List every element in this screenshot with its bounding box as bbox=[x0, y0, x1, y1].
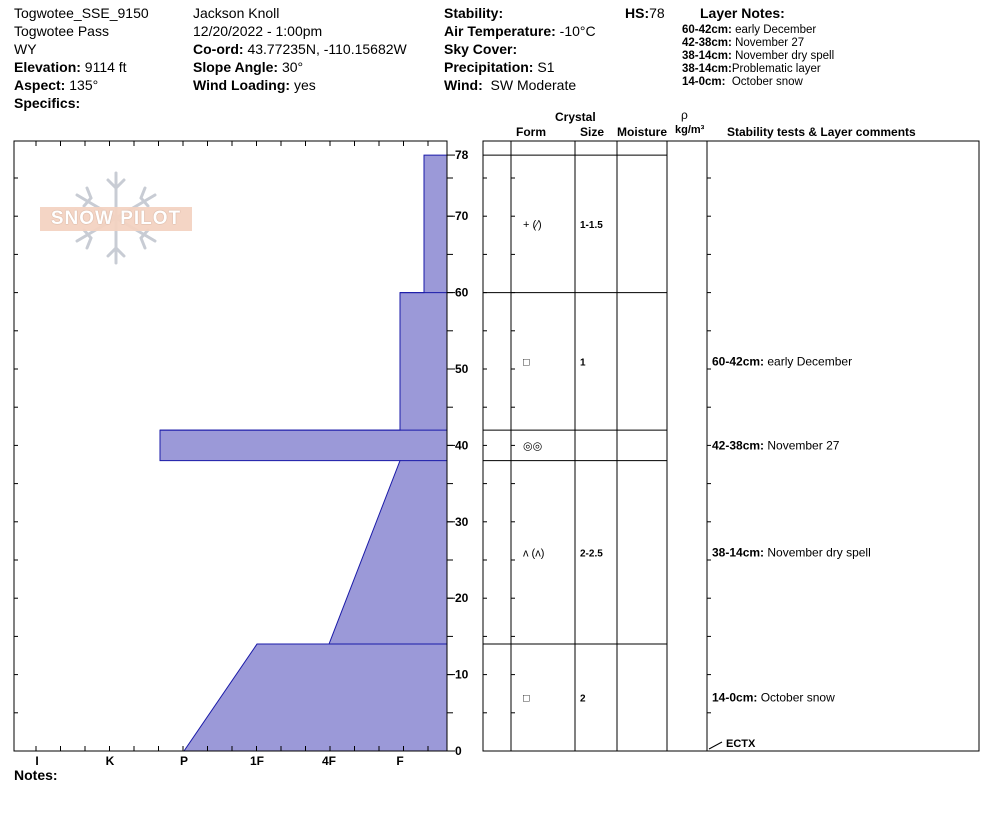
crystal-size: 2-2.5 bbox=[580, 548, 603, 560]
specifics: Specifics: bbox=[14, 95, 81, 111]
wind: Wind: SW Moderate bbox=[444, 77, 577, 93]
snowpilot-logo: SNOW PILOT bbox=[40, 207, 192, 231]
layer-note: 38-14cm: November dry spell bbox=[682, 50, 835, 62]
wind-loading: Wind Loading: yes bbox=[193, 77, 316, 93]
date-time: 12/20/2022 - 1:00pm bbox=[193, 23, 323, 39]
coordinates: Co-ord: 43.77235N, -110.15682W bbox=[193, 41, 407, 57]
notes: Notes: bbox=[14, 767, 58, 783]
crystal-form-symbol: □ bbox=[523, 356, 530, 369]
x-tick-label: K bbox=[105, 754, 115, 768]
y-tick-label: 0 bbox=[455, 744, 462, 758]
crystal-form-symbol: ʌ (ʌ) bbox=[523, 547, 545, 560]
y-tick-label: 70 bbox=[455, 209, 469, 224]
stability: Stability: bbox=[444, 5, 504, 21]
y-tick-label: 30 bbox=[455, 514, 469, 529]
x-tick-label: I bbox=[35, 754, 39, 768]
density-unit: kg/m³ bbox=[675, 124, 705, 136]
x-tick-label: P bbox=[179, 754, 189, 768]
density-symbol: ρ bbox=[681, 108, 688, 122]
x-tick-label: 1F bbox=[249, 754, 265, 768]
elevation: Elevation: 9114 ft bbox=[14, 59, 127, 75]
crystal-size: 2 bbox=[580, 693, 586, 705]
y-tick-label: 60 bbox=[455, 285, 469, 300]
precipitation: Precipitation: S1 bbox=[444, 59, 555, 75]
hardness-profile-area bbox=[160, 155, 447, 751]
area-name: Togwotee Pass bbox=[14, 23, 109, 39]
crystal-size: 1 bbox=[580, 357, 586, 369]
layer-note: 60-42cm: early December bbox=[682, 24, 817, 36]
crystal-form-symbol: □ bbox=[523, 692, 530, 705]
crystal-form-symbol: + (⁄) bbox=[523, 218, 542, 231]
slope-angle: Slope Angle: 30° bbox=[193, 59, 304, 75]
layer-comment: 38-14cm: November dry spell bbox=[712, 545, 871, 560]
y-tick-label: 20 bbox=[455, 591, 469, 606]
stability-header: Stability tests & Layer comments bbox=[727, 125, 916, 139]
crystal-header: Crystal bbox=[555, 110, 596, 124]
layer-note: 14-0cm: October snow bbox=[682, 76, 803, 88]
form-header: Form bbox=[516, 125, 546, 139]
y-tick-label: 40 bbox=[455, 438, 469, 453]
y-tick-label: 78 bbox=[455, 148, 469, 163]
size-header: Size bbox=[580, 125, 605, 139]
layer-note: 42-38cm: November 27 bbox=[682, 37, 805, 49]
state: WY bbox=[14, 41, 37, 57]
site-name: Togwotee_SSE_9150 bbox=[14, 5, 149, 21]
layer-note: 38-14cm:Problematic layer bbox=[682, 63, 821, 75]
y-tick-label: 10 bbox=[455, 667, 469, 682]
crystal-form-symbol: ◎◎ bbox=[523, 440, 543, 453]
stability-test-pointer bbox=[709, 742, 722, 749]
x-tick-label: 4F bbox=[321, 754, 337, 768]
snow-height: HS:78 bbox=[625, 5, 665, 21]
stability-test-label: ECTX bbox=[726, 738, 756, 750]
air-temperature: Air Temperature: -10°C bbox=[444, 23, 596, 39]
sky-cover: Sky Cover: bbox=[444, 41, 518, 57]
layer-comment: 42-38cm: November 27 bbox=[712, 438, 840, 453]
x-tick-label: F bbox=[396, 754, 404, 768]
location-name: Jackson Knoll bbox=[193, 5, 280, 21]
aspect: Aspect: 135° bbox=[14, 77, 99, 93]
layer-notes-title: Layer Notes: bbox=[700, 5, 785, 21]
y-tick-label: 50 bbox=[455, 362, 469, 376]
crystal-size: 1-1.5 bbox=[580, 219, 603, 231]
layer-comment: 14-0cm: October snow bbox=[712, 690, 835, 705]
layer-comment: 60-42cm: early December bbox=[712, 354, 853, 369]
moisture-header: Moisture bbox=[617, 125, 668, 139]
